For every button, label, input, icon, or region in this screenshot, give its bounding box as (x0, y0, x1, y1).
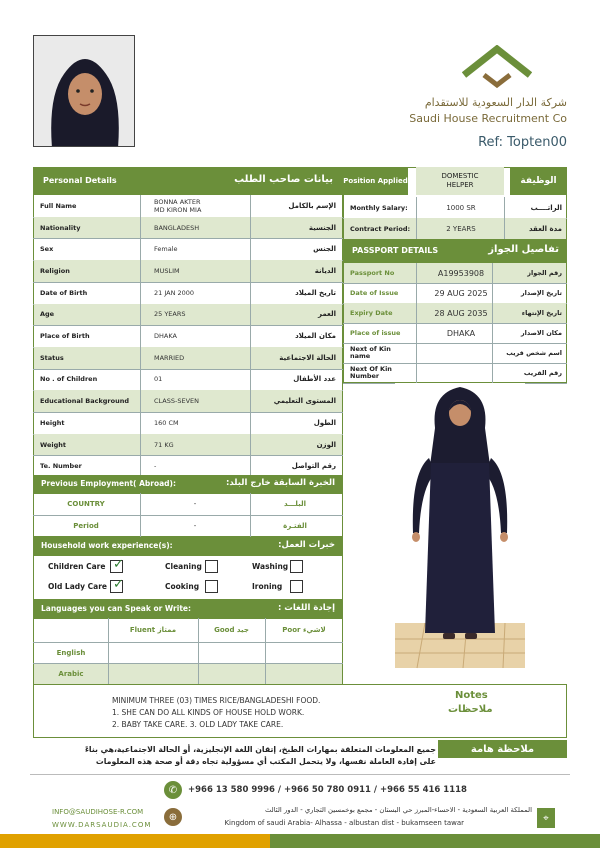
personal-value: 21 JAN 2000 (154, 288, 195, 297)
personal-label-ar: الطول (313, 418, 336, 427)
personal-label-ar: الديانة (314, 266, 336, 275)
employment-label: COUNTRY (67, 500, 105, 508)
personal-label: Date of Birth (40, 288, 88, 297)
position-value: DOMESTIC HELPER (416, 167, 504, 195)
passport-label-ar: اسم شخص قريب (506, 349, 562, 357)
passport-label-ar: مكان الاصدار (520, 329, 562, 337)
row-divider (33, 663, 343, 664)
passport-photo (33, 35, 135, 147)
notes-label-ar: ملاحظات (448, 704, 493, 715)
notes-line-1: MINIMUM THREE (03) TIMES RICE/BANGLADESHI FOOD. (112, 696, 321, 705)
language-level-header: Fluent ممتاز (129, 626, 177, 634)
footer-address-ar: المملكة العربية السعودية - الاحساء-المبرز حي البستان - مجمع بوخمسين التجاري - الدور الثالث (264, 806, 532, 814)
personal-label-ar: الإسم بالكامل (288, 201, 336, 210)
personal-label: Status (40, 353, 64, 362)
passport-label: Place of issue (350, 328, 401, 337)
household-checkbox[interactable] (290, 560, 303, 573)
col-divider (140, 493, 141, 537)
personal-value: MARRIED (154, 353, 185, 362)
language-name: Arabic (58, 669, 84, 678)
personal-label: Height (40, 418, 65, 427)
passport-label: Next of Kin name (350, 345, 391, 360)
household-label: Ironing (252, 582, 283, 591)
footer-bar-gold (0, 834, 270, 848)
col-divider (198, 618, 199, 684)
personal-label-ar: رقم التواصل (291, 462, 336, 471)
household-label: Old Lady Care (48, 582, 107, 591)
personal-value: MUSLIM (154, 266, 180, 275)
important-line-1: جميع المعلومات المتعلقة بمهارات الطبخ، إتقان اللغة الإنجليزية، أو الحالة الاجتماعية،هي بناءً (84, 745, 436, 754)
company-logo (462, 45, 532, 90)
employment-label: Period (73, 522, 99, 530)
passport-label: Passport No (350, 268, 395, 277)
household-label: Washing (252, 562, 289, 571)
personal-label: Religion (40, 266, 70, 275)
household-checkbox[interactable] (110, 557, 124, 573)
personal-label: Te. Number (40, 462, 82, 471)
personal-value: 160 CM (154, 418, 179, 427)
passport-label-ar: تاريخ الإصدار (520, 289, 562, 297)
important-label: ملاحظة هامة (438, 740, 567, 758)
employment-label-ar: البلـــد (284, 500, 306, 508)
passport-label-ar: رقم الجواز (527, 269, 562, 277)
personal-details-header: Personal Details بيانات صاحب الطلب (33, 167, 343, 195)
household-checkbox[interactable] (290, 580, 303, 593)
col-divider (250, 195, 251, 477)
passport-header: PASSPORT DETAILS تفاصيل الجواز (343, 239, 567, 263)
personal-value: BANGLADESH (154, 223, 200, 232)
check-icon: ✓ (113, 557, 124, 572)
language-level-header: Poor لاشيء (282, 626, 326, 634)
personal-label: Place of Birth (40, 332, 90, 341)
passport-value: A19953908 (437, 268, 485, 278)
position-row-value: 2 YEARS (446, 224, 476, 233)
passport-label: Expiry Date (350, 308, 393, 317)
personal-label: Weight (40, 440, 66, 449)
notes-line-3: 2. BABY TAKE CARE. 3. OLD LADY TAKE CARE. (112, 720, 284, 729)
language-level-header: Good جيد (214, 626, 249, 634)
important-line-2: على إفادة العاملة نفسها، ولا يتحمل المكتب أي مسؤولية تجاه دقة أو صحة هذه المعلومات (95, 757, 436, 766)
household-label: Cooking (165, 582, 200, 591)
personal-label-ar: المستوى التعليمي (273, 397, 336, 406)
col-divider (416, 263, 417, 383)
position-label: Position Applied (343, 167, 408, 195)
personal-label-ar: الجنس (313, 245, 336, 254)
passport-value: DHAKA (446, 328, 476, 338)
personal-value: Female (154, 245, 178, 254)
employment-header: Previous Employment( Abroad): الخبرة السابقة خارج البلد: (33, 475, 343, 493)
languages-header: Languages you can Speak or Write: إجادة اللغات : (33, 600, 343, 618)
personal-label: Nationality (40, 223, 81, 232)
passport-value: 28 AUG 2035 (434, 308, 488, 318)
col-divider (265, 618, 266, 684)
row-divider (33, 642, 343, 643)
footer-website[interactable]: WWW.DARSAUDIA.COM (52, 821, 152, 829)
footer-divider (30, 774, 570, 775)
household-checkbox[interactable] (205, 580, 218, 593)
position-row-value: 1000 SR (446, 203, 476, 212)
notes-line-2: 1. SHE CAN DO ALL KINDS OF HOUSE HOLD WORK. (112, 708, 305, 717)
position-row-label-ar: الراتــــب (530, 203, 562, 212)
personal-value: DHAKA (154, 332, 177, 341)
employment-label-ar: الفتـرة (283, 522, 307, 530)
personal-label-ar: عدد الأطفال (293, 375, 336, 384)
col-divider (140, 195, 141, 477)
personal-label: Sex (40, 245, 54, 254)
phone-icon: ✆ (164, 781, 182, 799)
personal-label-ar: تاريخ الميلاد (295, 288, 336, 297)
col-divider (492, 263, 493, 383)
company-name-ar: شركة الدار السعودية للاستقدام (424, 96, 567, 109)
household-header: Household work experience(s): خبرات العمل: (33, 537, 343, 555)
personal-value: - (154, 462, 157, 471)
employment-value: - (193, 522, 197, 530)
household-checkbox[interactable] (205, 560, 218, 573)
passport-label: Date of Issue (350, 288, 399, 297)
company-name-en: Saudi House Recruitment Co (409, 112, 567, 125)
personal-value: BONNA AKTER MD KIRON MIA (154, 197, 202, 214)
personal-value: 01 (154, 375, 163, 384)
important-text (38, 744, 436, 768)
personal-label-ar: الجنسية (308, 223, 336, 232)
personal-value: CLASS-SEVEN (154, 397, 200, 406)
household-label: Cleaning (165, 562, 202, 571)
employment-value: - (193, 500, 197, 508)
position-row-label-ar: مدة العقد (528, 224, 562, 233)
globe-icon: ⊕ (164, 808, 182, 826)
ref-number: Ref: Topten00 (478, 135, 567, 150)
notes-text (112, 695, 320, 731)
passport-label-ar: تاريخ الإنتهاء (521, 309, 562, 317)
personal-label-ar: الوزن (316, 440, 336, 449)
personal-label: Educational Background (40, 397, 130, 406)
personal-label: No . of Children (40, 375, 98, 384)
position-row-label: Contract Period: (350, 224, 411, 233)
col-divider (416, 197, 417, 239)
check-icon: ✓ (113, 577, 124, 592)
full-body-photo (395, 383, 525, 673)
personal-label-ar: الحالة الاجتماعية (279, 353, 336, 362)
col-divider (504, 197, 505, 239)
position-label-ar: الوظيفة (510, 167, 567, 195)
footer-bar-green (270, 834, 600, 848)
footer-phones: +966 13 580 9996 / +966 50 780 0911 / +966 55 416 1118 (188, 785, 467, 795)
personal-label-ar: العمر (317, 310, 336, 319)
language-name: English (56, 648, 86, 657)
personal-label: Full Name (40, 201, 77, 210)
col-divider (108, 618, 109, 684)
passport-label: Next Of Kin Number (350, 365, 392, 380)
location-pin-icon: ⌖ (537, 808, 555, 828)
personal-value: 71 KG (154, 440, 174, 449)
footer-address-en: Kingdom of saudi Arabia- Alhassa - albustan dist - bukamseen tawar (224, 819, 464, 827)
personal-label-ar: مكان الميلاد (295, 332, 336, 341)
col-divider (250, 493, 251, 537)
household-label: Children Care (48, 562, 106, 571)
personal-value: 25 YEARS (154, 310, 186, 319)
notes-label-en: Notes (455, 690, 488, 701)
household-checkbox[interactable] (110, 577, 124, 593)
footer-email[interactable]: INFO@SAUDIHOSE-R.COM (52, 808, 144, 816)
position-row-label: Monthly Salary: (350, 203, 408, 212)
passport-label-ar: رقم القريب (523, 369, 562, 377)
passport-value: 29 AUG 2025 (434, 288, 488, 298)
personal-label: Age (40, 310, 55, 319)
